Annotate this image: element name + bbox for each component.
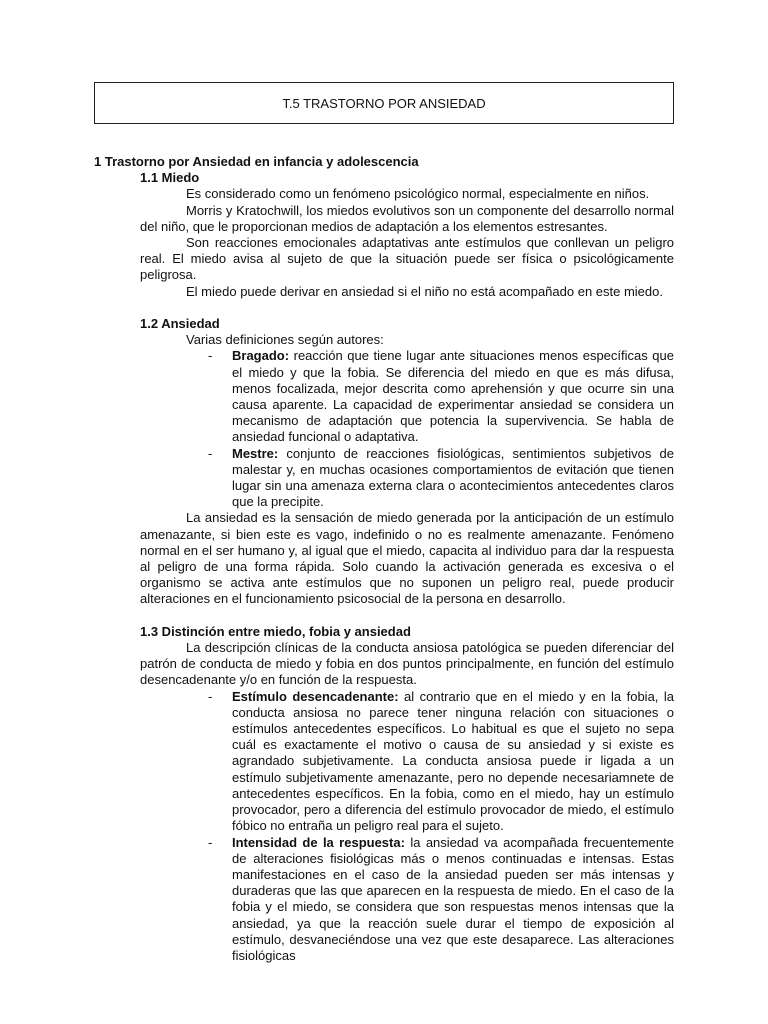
section-1-3-heading: 1.3 Distinción entre miedo, fobia y ansiedad: [140, 623, 411, 639]
list-text: reacción que tiene lugar ante situaciones menos específicas que el miedo y que la fobia. Se diferencia del miedo en que es más difusa, menos focalizada, mejor descrita como aprehensión y que ocurre sin una causa aparente. La capacidad de experimentar ansiedad se considera un mecanismo de adaptación que potencia la supervivencia. Se habla de ansiedad funcional o adaptativa.: [232, 348, 674, 445]
section-1-2-heading: 1.2 Ansiedad: [140, 316, 220, 332]
section-1-heading: 1 Trastorno por Ansiedad en infancia y adolescencia: [94, 154, 419, 169]
document-title: T.5 TRASTORNO POR ANSIEDAD: [282, 95, 486, 111]
paragraph: Morris y Kratochwill, los miedos evolutivos son un componente del desarrollo normal del niño, que le proporcionan medios de adaptación a los elementos estresantes.: [140, 202, 674, 234]
distinction-list: [208, 688, 674, 964]
paragraph: Son reacciones emocionales adaptativas ante estímulos que conllevan un peligro real. El miedo avisa al sujeto de que la situación puede ser física o psicológicamente peligrosa.: [140, 235, 674, 283]
list-text: la ansiedad va acompañada frecuentemente de alteraciones fisiológicas más o menos continuadas e intensas. Estas manifestaciones en el caso de la ansiedad pueden ser más intensas y duraderas que las que aparecen en la respuesta de miedo. En el caso de la fobia y el miedo, se considera que son respuestas menos intensas que la ansiedad, ya que la reacción suele durar el tiempo de exposición al estímulo, desvaneciéndose una vez que este desaparece. Las alteraciones fisiológicas: [232, 834, 674, 963]
list-item: [208, 688, 674, 835]
document-body: [0, 154, 768, 964]
paragraph: Varias definiciones según autores:: [186, 332, 384, 348]
list-dash: -: [208, 834, 213, 850]
list-dash: -: [208, 445, 213, 461]
list-term: Intensidad de la respuesta:: [232, 834, 405, 850]
list-term: Bragado:: [232, 348, 290, 364]
paragraph: La descripción clínicas de la conducta ansiosa patológica se pueden diferenciar del patrón de conducta de miedo y fobia en dos puntos principalmente, en función del estímulo desencadenante y/o en función de la respuesta.: [140, 640, 674, 688]
list-dash: -: [208, 688, 213, 704]
paragraph: La ansiedad es la sensación de miedo generada por la anticipación de un estímulo amenazante, si bien este es vago, indefinido o no es realmente amenazante. Fenómeno normal en el ser humano y, al igual que el miedo, capacita al individuo para dar la respuesta al peligro de una forma rápida. Solo cuando la activación generada es excesiva o el organismo se activa ante estímulos que no suponen un peligro real, puede producir alteraciones en el funcionamiento psicosocial de la persona en desarrollo.: [140, 510, 674, 607]
list-item: [208, 445, 674, 511]
spacer: [0, 608, 768, 624]
title-box: [94, 82, 674, 124]
section-1-1-heading: 1.1 Miedo: [140, 170, 200, 186]
list-text: al contrario que en el miedo y en la fobia, la conducta ansiosa no parece tener ninguna relación con situaciones o estímulos antecedentes específicos. Lo habitual es que el sujeto no sepa cuál es exactamente el motivo o causa de su ansiedad y si existe es agrandado subjetivamente. La conducta ansiosa puede ir ligada a un estímulo subjetivamente amenazante, pero no depende necesariamnete de antecedentes específicos. En la fobia, como en el miedo, hay un estímulo provocador, pero a diferencia del estímulo provocador de miedo, el estímulo fóbico no entraña un peligro real para el sujeto.: [232, 688, 674, 834]
list-text: conjunto de reacciones fisiológicas, sentimientos subjetivos de malestar y, en muchas ocasiones comportamientos de evitación que tienen lugar sin una amenaza externa clara o acontecimientos antecedentes claros que la precipite.: [232, 445, 674, 510]
paragraph: El miedo puede derivar en ansiedad si el niño no está acompañado en este miedo.: [186, 283, 663, 299]
spacer: [0, 300, 768, 316]
list-item: [208, 834, 674, 965]
paragraph: Es considerado como un fenómeno psicológico normal, especialmente en niños.: [186, 186, 650, 202]
definition-list: [208, 348, 674, 510]
list-dash: -: [208, 348, 213, 364]
list-term: Mestre:: [232, 445, 279, 461]
list-item: [208, 348, 674, 445]
list-term: Estímulo desencadenante:: [232, 688, 399, 704]
